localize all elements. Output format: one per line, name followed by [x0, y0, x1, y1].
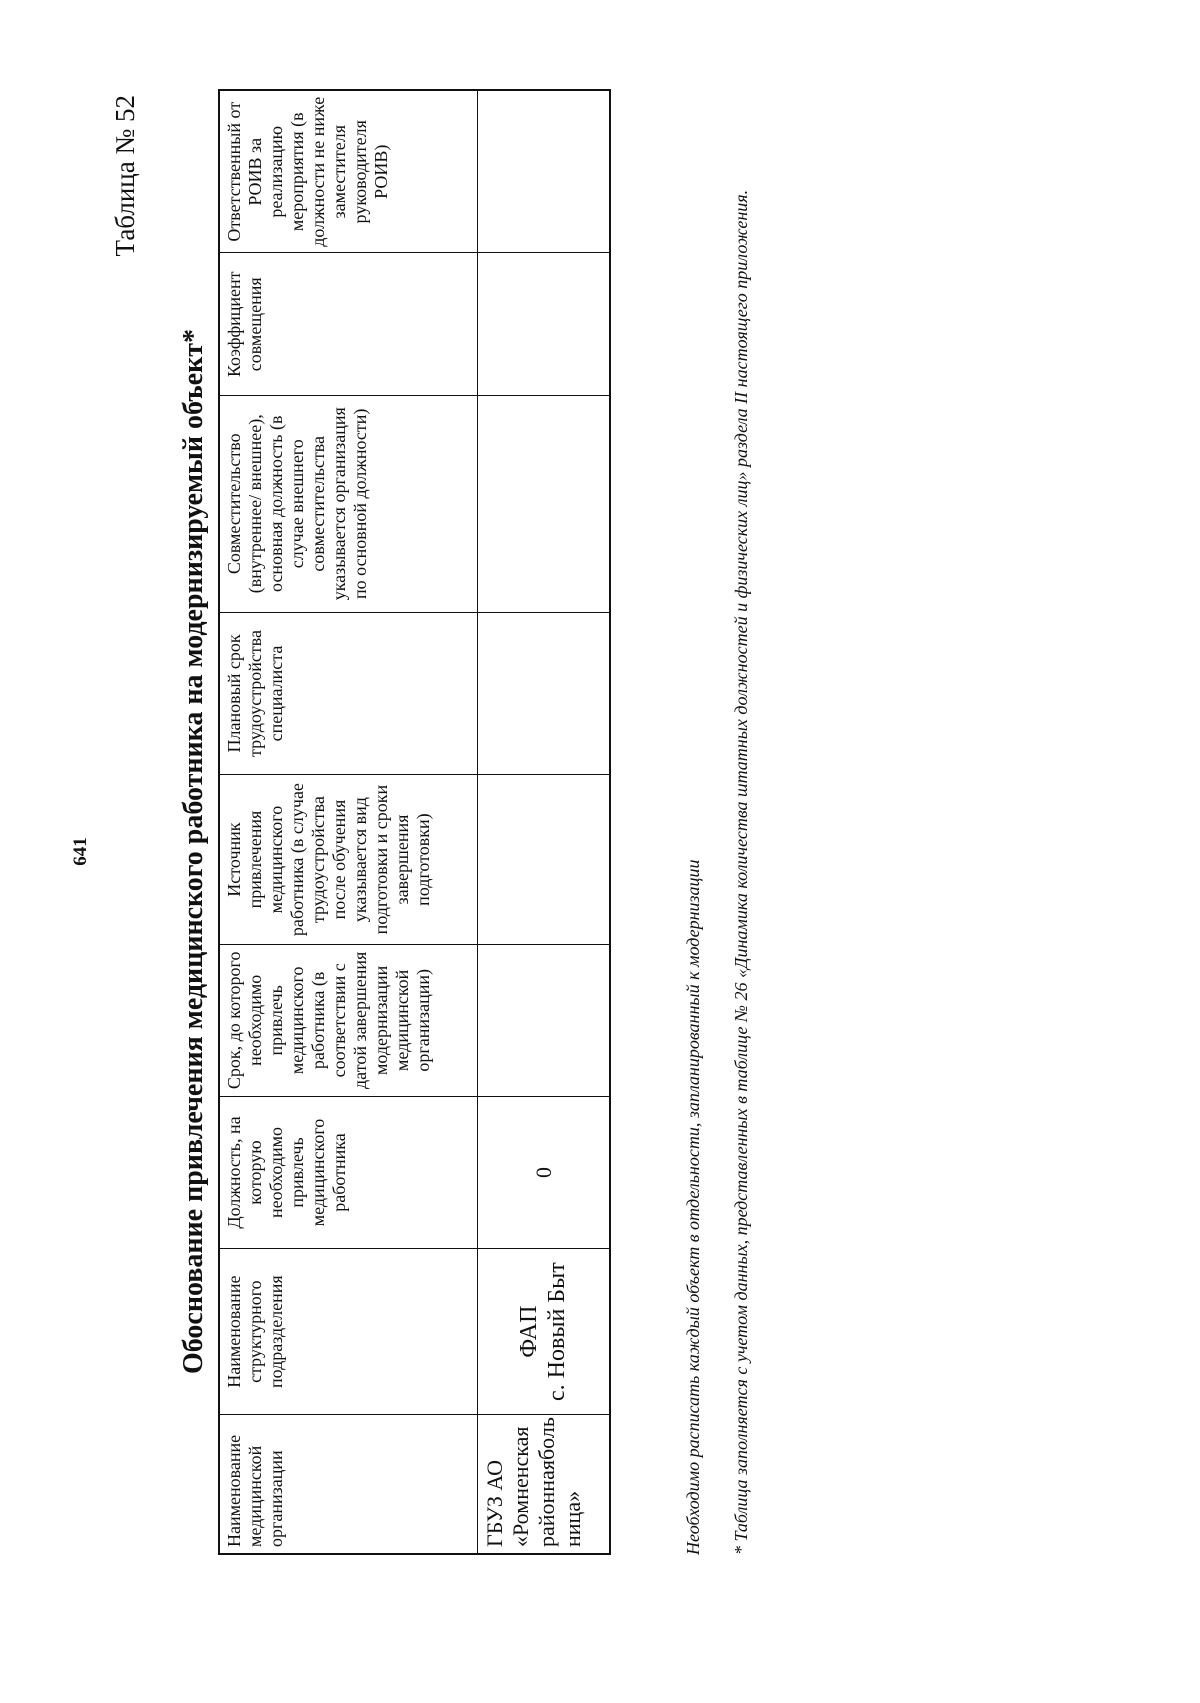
cell-combination [477, 396, 610, 612]
cell-unit-line2: с. Новый Быт [544, 1262, 571, 1401]
note-describe-each-object: Необходимо расписать каждый объект в отдельности, запланированный к модернизации [683, 859, 703, 1555]
table-row [477, 90, 610, 1554]
cell-deadline [477, 944, 610, 1096]
table-header-row [219, 90, 477, 1554]
cell-org: ГБУЗ АО «Ромненская районнаяболь ница» [477, 1415, 610, 1554]
cell-planned-term [477, 612, 610, 775]
justification-table [218, 89, 611, 1555]
header-coefficient: Коэффициент совмещения [219, 253, 477, 396]
header-source: Источник привлечения медицинского работника (в случае трудоустройства после обучения указывается вид подготовки и сроки завершения подготовки) [219, 775, 477, 944]
cell-unit-line1: ФАП [516, 1305, 543, 1358]
header-combination: Совместительство (внутреннее/ внешнее), основная должность (в случае внешнего совместительства указывается организация по основной должности) [219, 396, 477, 612]
cell-position: 0 [477, 1096, 610, 1248]
document-title: Обоснование привлечения медицинского работника на модернизируемый объект* [178, 329, 209, 1374]
header-responsible: Ответственный от РОИВ за реализацию мероприятия (в должности не ниже заместителя руководителя РОИВ) [219, 90, 477, 253]
header-position: Должность, на которую необходимо привлечь медицинского работника [219, 1096, 477, 1248]
table-number: Таблица № 52 [110, 95, 140, 257]
cell-source [477, 775, 610, 944]
cell-responsible [477, 90, 610, 253]
cell-coefficient [477, 253, 610, 396]
footnote: * Таблица заполняется с учетом данных, представленных в таблице № 26 «Динамика количества штатных должностей и физических лиц» раздела II настоящего приложения. [731, 189, 751, 1555]
header-org: Наименование медицинской организации [219, 1415, 477, 1554]
header-deadline: Срок, до которого необходимо привлечь медицинского работника (в соответствии с датой завершения модернизации медицинской организации) [219, 944, 477, 1096]
cell-unit [477, 1249, 610, 1415]
page-number: 641 [70, 837, 91, 866]
header-unit: Наименование структурного подразделения [219, 1249, 477, 1415]
header-planned-term: Плановый срок трудоустройства специалиста [219, 612, 477, 775]
